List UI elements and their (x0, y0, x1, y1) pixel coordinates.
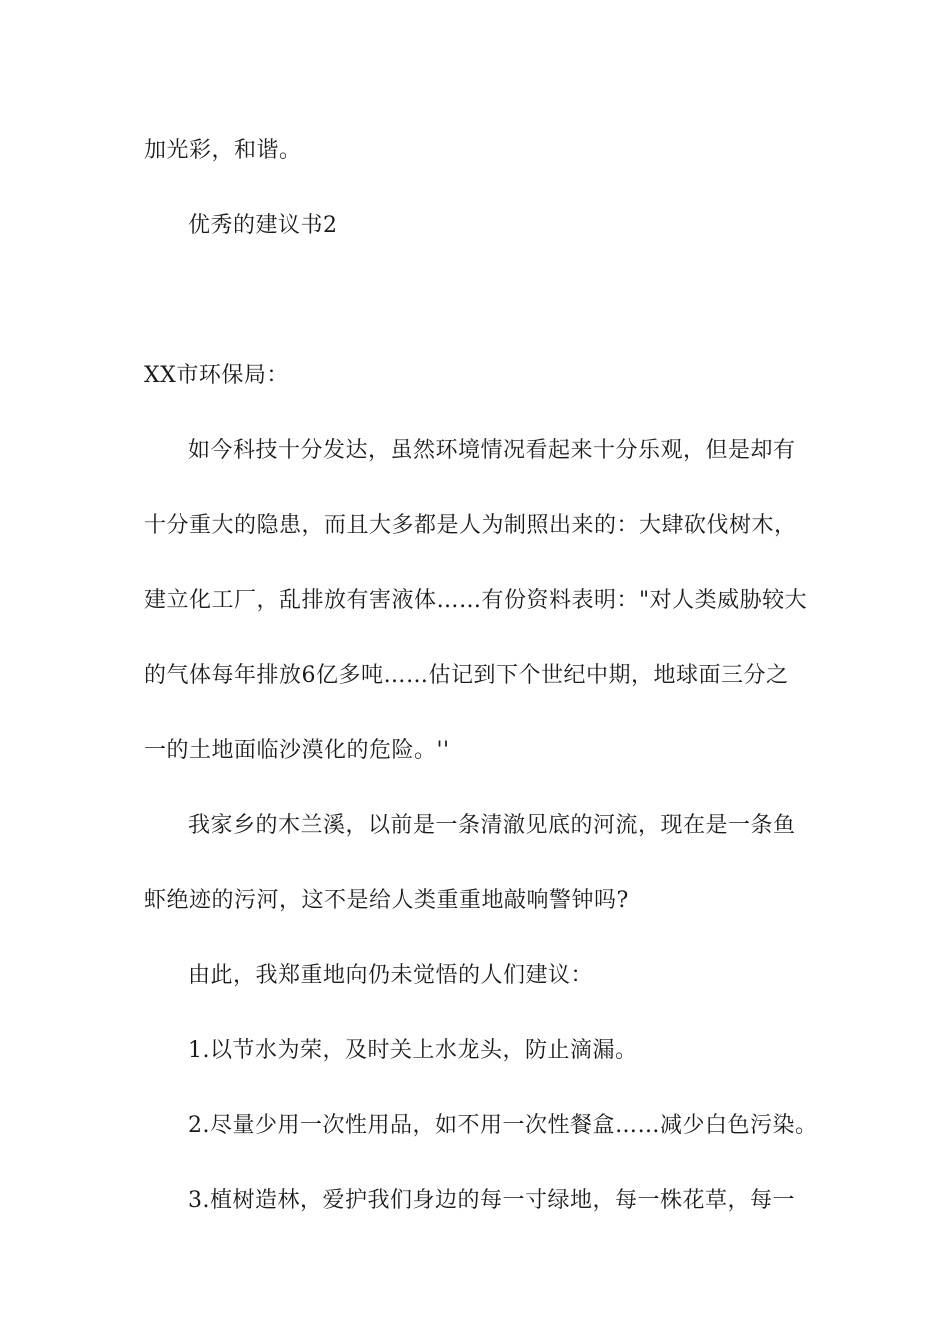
paragraph-line: 我家乡的木兰溪，以前是一条清澈见底的河流，现在是一条鱼 (188, 813, 796, 838)
paragraph-line: 建立化工厂，乱排放有害液体……有份资料表明："对人类威胁较大 (144, 588, 808, 613)
salutation: XX市环保局： (144, 363, 289, 388)
paragraph-line: 虾绝迹的污河，这不是给人类重重地敲响警钟吗? (144, 888, 629, 913)
paragraph-line: 一的土地面临沙漠化的危险。'' (144, 738, 450, 763)
section-title: 优秀的建议书2 (188, 213, 338, 238)
list-item: 1.以节水为荣，及时关上水龙头，防止滴漏。 (188, 1038, 638, 1063)
paragraph-line: 十分重大的隐患，而且大多都是人为制照出来的：大肆砍伐树木， (144, 513, 797, 538)
text-line-continuation: 加光彩，和谐。 (144, 138, 302, 163)
list-item: 3.植树造林，爱护我们身边的每一寸绿地，每一株花草，每一 (188, 1188, 795, 1213)
paragraph-line: 的气体每年排放6亿多吨……估记到下个世纪中期，地球面三分之 (144, 663, 789, 688)
list-item: 2.尽量少用一次性用品，如不用一次性餐盒……减少白色污染。 (188, 1113, 818, 1138)
paragraph-line: 如今科技十分发达，虽然环境情况看起来十分乐观，但是却有 (188, 438, 796, 463)
paragraph-line: 由此，我郑重地向仍未觉悟的人们建议： (188, 963, 594, 988)
